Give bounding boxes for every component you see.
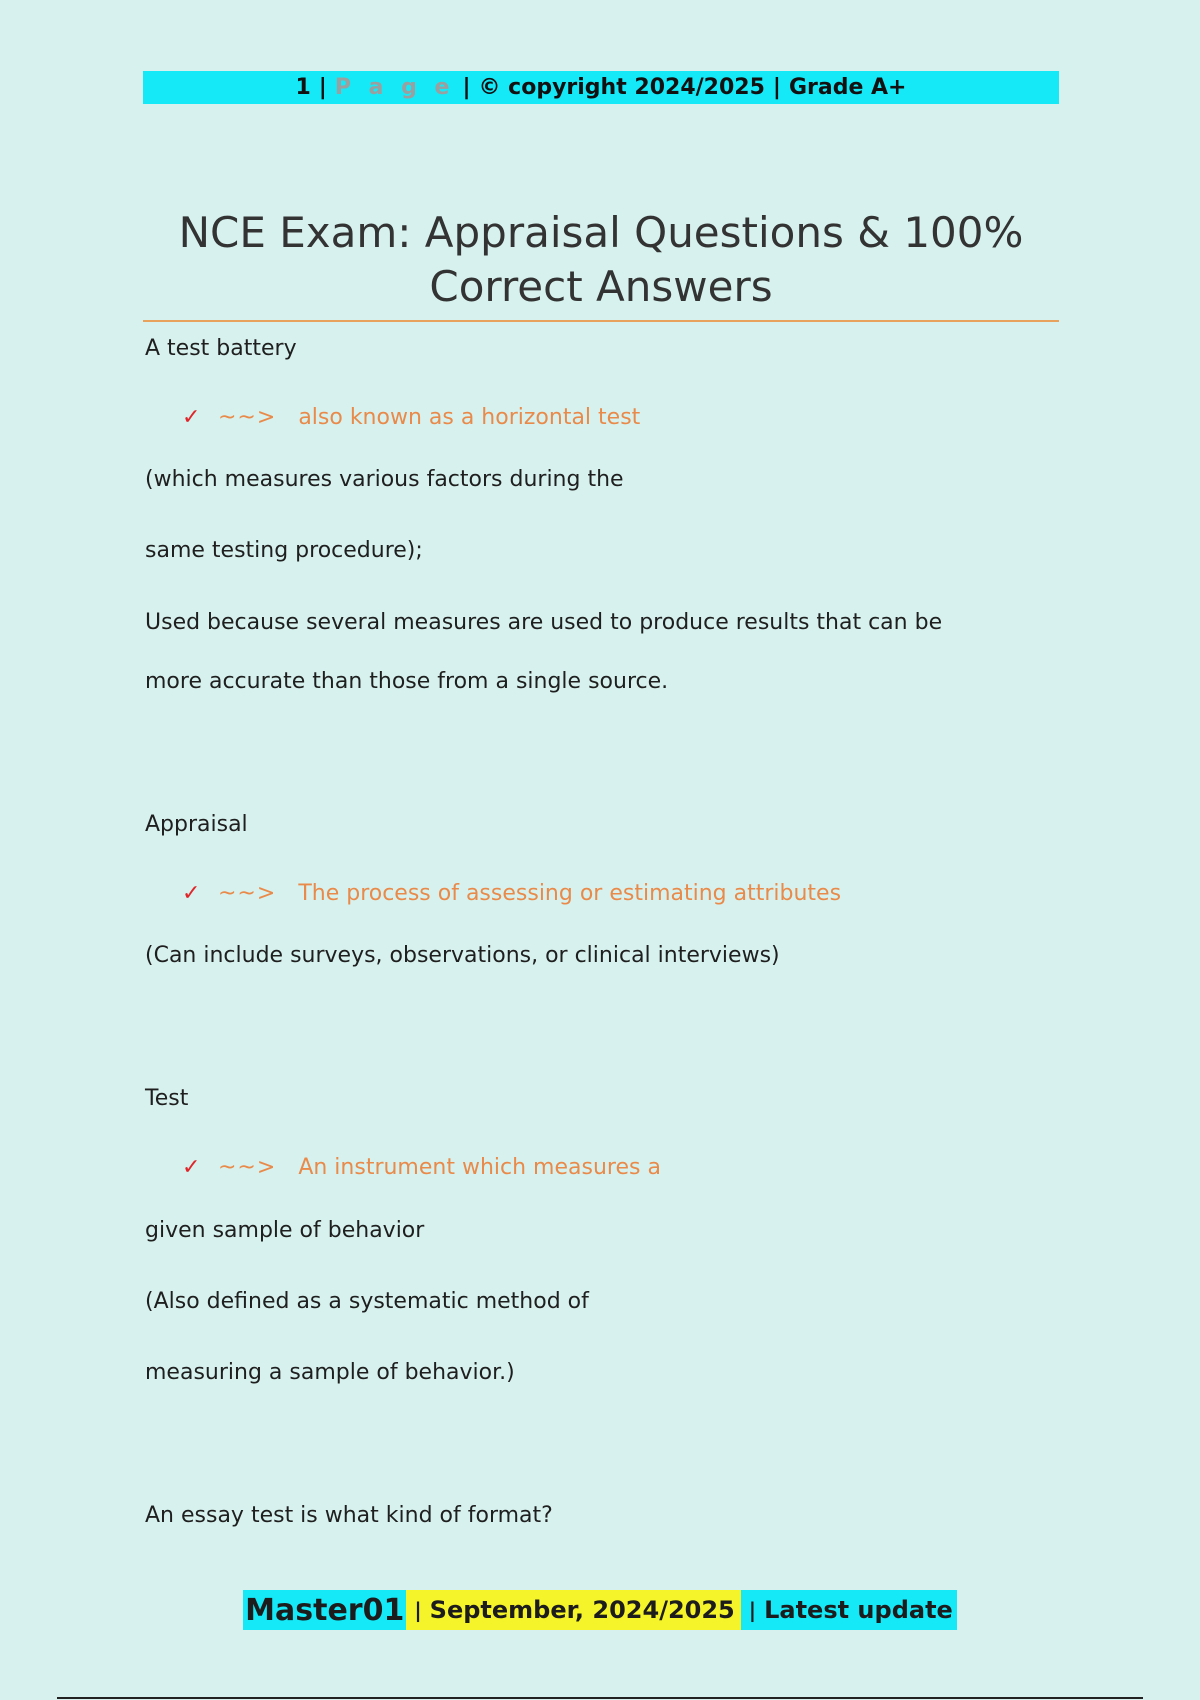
title-divider — [143, 320, 1059, 322]
footer-separator: | — [748, 1598, 757, 1622]
checkmark-icon: ✓ — [182, 405, 201, 430]
page-header-bar: 1 | P a g e | © copyright 2024/2025 | Grade A+ — [143, 71, 1059, 104]
note-line: (which measures various factors during the — [145, 467, 624, 492]
checkmark-icon: ✓ — [182, 881, 201, 906]
arrow-icon: ~~> — [218, 1155, 277, 1180]
page-footer — [0, 1590, 1200, 1630]
answer-text: An instrument which measures a — [298, 1155, 661, 1180]
grade-text: Grade A+ — [788, 75, 907, 100]
note-line: same testing procedure); — [145, 538, 423, 563]
page-word: P a g e — [334, 75, 455, 100]
footer-latest-update: Latest update — [764, 1596, 953, 1624]
note-line: Used because several measures are used to produce results that can be — [145, 610, 943, 635]
question-test-battery: A test battery — [145, 336, 297, 361]
checkmark-icon: ✓ — [182, 1155, 201, 1180]
note-line: measuring a sample of behavior.) — [145, 1360, 515, 1385]
answer-row — [182, 1155, 661, 1180]
footer-separator: | — [414, 1598, 422, 1622]
page-number: 1 — [295, 75, 311, 100]
bottom-divider — [57, 1697, 1143, 1699]
document-title — [143, 206, 1059, 314]
note-line: (Also defined as a systematic method of — [145, 1289, 589, 1314]
answer-text: The process of assessing or estimating attributes — [298, 881, 842, 906]
note-line: more accurate than those from a single source. — [145, 669, 669, 694]
note-line: (Can include surveys, observations, or clinical interviews) — [145, 943, 780, 968]
copyright-text: © copyright 2024/2025 — [478, 75, 765, 100]
title-line-1: NCE Exam: Appraisal Questions & 100% — [178, 208, 1024, 257]
answer-text: also known as a horizontal test — [298, 405, 641, 430]
note-line: given sample of behavior — [145, 1218, 425, 1243]
arrow-icon: ~~> — [218, 405, 277, 430]
question-essay-format: An essay test is what kind of format? — [145, 1503, 553, 1528]
question-appraisal: Appraisal — [145, 812, 248, 837]
question-test: Test — [145, 1086, 189, 1111]
answer-row — [182, 881, 841, 906]
footer-brand: Master01 — [243, 1590, 406, 1630]
arrow-icon: ~~> — [218, 881, 277, 906]
answer-row — [182, 405, 640, 430]
footer-date: September, 2024/2025 — [429, 1596, 735, 1624]
title-line-2: Correct Answers — [429, 262, 773, 311]
